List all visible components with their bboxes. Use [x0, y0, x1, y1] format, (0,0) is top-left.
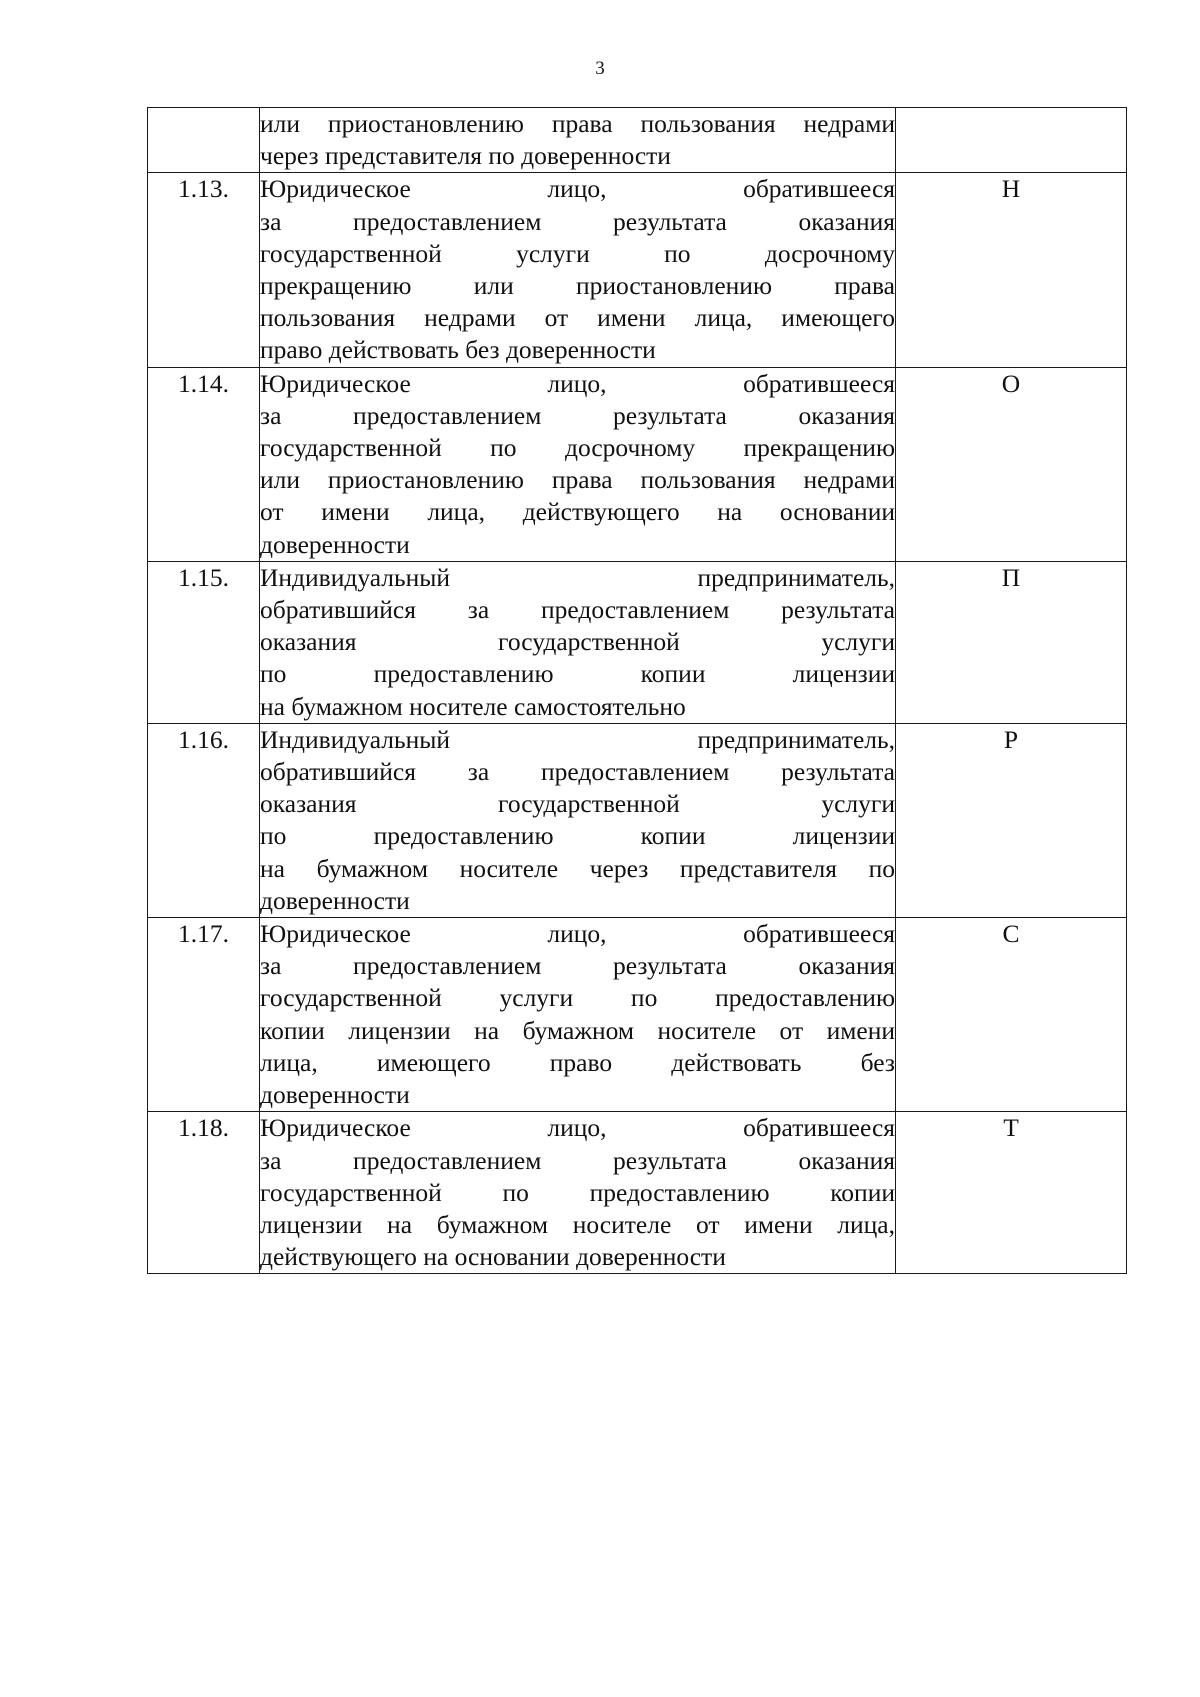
applicant-description-cell [260, 173, 896, 367]
row-number-cell: 1.16. [148, 723, 260, 917]
row-number-cell: 1.15. [148, 561, 260, 723]
description-line: государственной по досрочному прекращению [260, 433, 895, 463]
category-code-cell: Р [896, 723, 1127, 917]
description-line: действующего на основании доверенности [260, 1242, 726, 1272]
category-code-cell: Н [896, 173, 1127, 367]
description-line: Юридическое лицо, обратившееся [260, 919, 895, 949]
description-line: на бумажном носителе самостоятельно [260, 691, 686, 721]
applicant-description-cell [260, 1112, 896, 1274]
description-line: оказания государственной услуги [260, 789, 895, 819]
table-row [148, 108, 1127, 173]
table-row [148, 1112, 1127, 1274]
description-line: за предоставлением результата оказания [260, 951, 895, 981]
description-line: Юридическое лицо, обратившееся [260, 174, 895, 204]
description-line: обратившийся за предоставлением результата [260, 595, 895, 625]
description-line: доверенности [260, 1080, 410, 1110]
category-code-cell [896, 108, 1127, 173]
table-row [148, 561, 1127, 723]
description-line: Юридическое лицо, обратившееся [260, 368, 895, 398]
table-row [148, 918, 1127, 1112]
row-number-cell [148, 108, 260, 173]
description-line: за предоставлением результата оказания [260, 400, 895, 430]
description-line: за предоставлением результата оказания [260, 1145, 895, 1175]
table-row [148, 723, 1127, 917]
description-line: лицензии на бумажном носителе от имени лица, [260, 1209, 895, 1239]
description-line: Юридическое лицо, обратившееся [260, 1113, 895, 1143]
category-code-cell: Т [896, 1112, 1127, 1274]
description-line: прекращению или приостановлению права [260, 271, 895, 301]
description-line: обратившийся за предоставлением результата [260, 757, 895, 787]
description-line: пользования недрами от имени лица, имеющего [260, 303, 895, 333]
description-line: Индивидуальный предприниматель, [260, 562, 895, 592]
applicant-description-cell [260, 561, 896, 723]
description-line: государственной услуги по досрочному [260, 238, 895, 268]
table-row [148, 173, 1127, 367]
description-line: на бумажном носителе через представителя по [260, 853, 895, 883]
row-number-cell: 1.17. [148, 918, 260, 1112]
description-line: через представителя по доверенности [260, 141, 671, 171]
applicant-description-cell [260, 918, 896, 1112]
category-code-cell: О [896, 367, 1127, 561]
description-line: по предоставлению копии лицензии [260, 821, 895, 851]
applicant-category-table [147, 107, 1127, 1274]
applicant-description-cell [260, 108, 896, 173]
row-number-cell: 1.13. [148, 173, 260, 367]
description-line: доверенности [260, 529, 410, 559]
row-number-cell: 1.18. [148, 1112, 260, 1274]
applicant-description-cell [260, 723, 896, 917]
description-line: копии лицензии на бумажном носителе от имени [260, 1015, 895, 1045]
description-line: или приостановлению права пользования недрами [260, 465, 895, 495]
category-code-cell: П [896, 561, 1127, 723]
applicant-description-cell [260, 367, 896, 561]
description-line: по предоставлению копии лицензии [260, 659, 895, 689]
table-row [148, 367, 1127, 561]
page-number: 3 [595, 58, 605, 79]
description-line: лица, имеющего право действовать без [260, 1047, 895, 1077]
description-line: или приостановлению права пользования недрами [260, 109, 895, 138]
description-line: за предоставлением результата оказания [260, 206, 895, 236]
description-line: Индивидуальный предприниматель, [260, 724, 895, 754]
row-number-cell: 1.14. [148, 367, 260, 561]
description-line: от имени лица, действующего на основании [260, 497, 895, 527]
description-line: оказания государственной услуги [260, 627, 895, 657]
category-code-cell: С [896, 918, 1127, 1112]
description-line: государственной по предоставлению копии [260, 1177, 895, 1207]
description-line: государственной услуги по предоставлению [260, 983, 895, 1013]
description-line: доверенности [260, 885, 410, 915]
description-line: право действовать без доверенности [260, 335, 656, 365]
